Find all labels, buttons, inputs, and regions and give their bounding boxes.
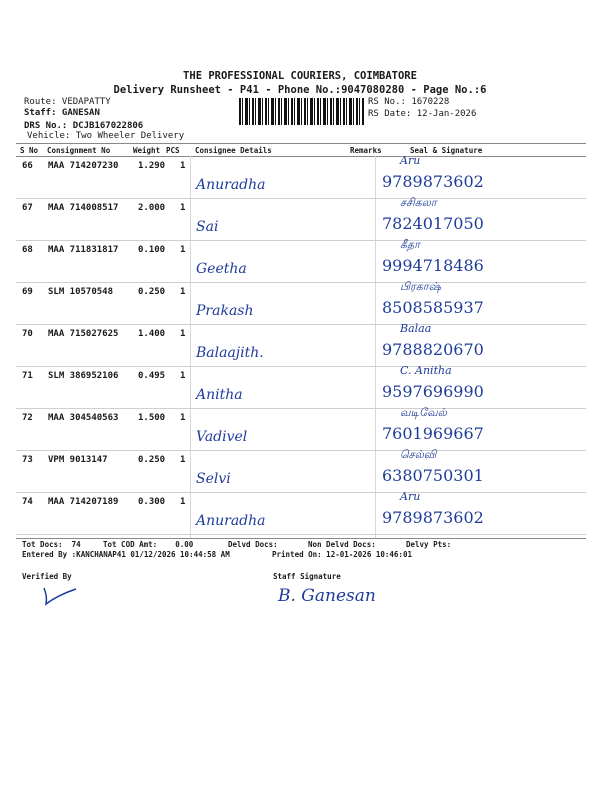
row-signature: C. Anitha xyxy=(400,364,452,377)
row-weight: 0.250 xyxy=(138,287,166,297)
table-top-border xyxy=(16,143,586,144)
row-divider xyxy=(16,534,586,535)
row-sno: 73 xyxy=(22,455,33,465)
row-signature: வடிவேல் xyxy=(400,406,447,419)
row-consignment-no: SLM 386952106 xyxy=(48,371,119,381)
verified-tick-mark xyxy=(40,585,80,607)
non-delvd-docs: Non Delvd Docs: xyxy=(308,540,376,549)
row-sno: 67 xyxy=(22,203,33,213)
row-phone: 9788820670 xyxy=(382,340,484,359)
row-consignee-name: Geetha xyxy=(196,261,247,277)
row-pcs: 1 xyxy=(180,497,186,507)
table-row xyxy=(0,408,600,450)
entered-by: Entered By :KANCHANAP41 01/12/2026 10:44:58 AM xyxy=(22,550,230,559)
row-consignment-no: SLM 10570548 xyxy=(48,287,114,297)
printed-on: Printed On: 12-01-2026 10:46:01 xyxy=(272,550,412,559)
col-weight: Weight xyxy=(133,146,161,155)
row-sno: 70 xyxy=(22,329,33,339)
row-consignee-name: Prakash xyxy=(196,303,254,319)
row-pcs: 1 xyxy=(180,413,186,423)
row-sno: 72 xyxy=(22,413,33,423)
row-consignee-name: Selvi xyxy=(196,471,231,487)
rs-date: RS Date: 12-Jan-2026 xyxy=(368,109,477,119)
row-consignment-no: MAA 304540563 xyxy=(48,413,119,423)
route-label: Route: VEDAPATTY xyxy=(24,97,111,107)
tot-docs: Tot Docs: 74 xyxy=(22,540,81,549)
row-signature: செல்வி xyxy=(400,448,437,461)
row-sno: 74 xyxy=(22,497,33,507)
row-phone: 9789873602 xyxy=(382,508,484,527)
row-weight: 0.250 xyxy=(138,455,166,465)
row-consignee-name: Balaajith. xyxy=(196,345,264,361)
drs-label: DRS No.: DCJB167022806 xyxy=(24,121,144,131)
row-phone: 9597696990 xyxy=(382,382,484,401)
row-signature: பிரகாஷ் xyxy=(400,280,441,293)
col-pcs: PCS xyxy=(166,146,180,155)
delvy-pts: Delvy Pts: xyxy=(406,540,452,549)
table-bottom-border xyxy=(16,538,586,539)
row-signature: Balaa xyxy=(400,322,432,335)
col-sno: S No xyxy=(20,146,39,155)
table-row xyxy=(0,492,600,534)
table-row xyxy=(0,324,600,366)
row-weight: 0.100 xyxy=(138,245,166,255)
row-consignee-name: Anuradha xyxy=(196,177,266,193)
row-signature: சசிகலா xyxy=(400,196,437,209)
delvd-docs: Delvd Docs: xyxy=(228,540,278,549)
row-pcs: 1 xyxy=(180,455,186,465)
col-consignment: Consignment No xyxy=(47,146,111,155)
row-sno: 71 xyxy=(22,371,33,381)
table-row xyxy=(0,282,600,324)
table-row xyxy=(0,240,600,282)
row-sno: 69 xyxy=(22,287,33,297)
verified-by-label: Verified By xyxy=(22,572,72,581)
table-row xyxy=(0,198,600,240)
row-weight: 1.500 xyxy=(138,413,166,423)
row-consignee-name: Sai xyxy=(196,219,219,235)
row-phone: 8508585937 xyxy=(382,298,484,317)
row-weight: 2.000 xyxy=(138,203,166,213)
row-consignment-no: VPM 9013147 xyxy=(48,455,108,465)
company-title: THE PROFESSIONAL COURIERS, COIMBATORE xyxy=(183,70,417,82)
row-pcs: 1 xyxy=(180,329,186,339)
staff-label: Staff: GANESAN xyxy=(24,108,100,118)
col-consignee: Consignee Details xyxy=(195,146,272,155)
table-row xyxy=(0,366,600,408)
barcode xyxy=(239,98,364,125)
row-consignment-no: MAA 714008517 xyxy=(48,203,119,213)
tot-cod: Tot COD Amt: 0.00 xyxy=(103,540,194,549)
row-pcs: 1 xyxy=(180,203,186,213)
row-signature: Aru xyxy=(400,154,421,167)
table-row xyxy=(0,450,600,492)
vehicle-label: Vehicle: Two Wheeler Delivery xyxy=(27,131,185,141)
row-weight: 0.300 xyxy=(138,497,166,507)
row-consignment-no: MAA 714207189 xyxy=(48,497,119,507)
row-pcs: 1 xyxy=(180,245,186,255)
staff-signature: B. Ganesan xyxy=(278,586,376,606)
row-sno: 68 xyxy=(22,245,33,255)
row-pcs: 1 xyxy=(180,287,186,297)
runsheet-subtitle: Delivery Runsheet - P41 - Phone No.:9047080280 - Page No.:6 xyxy=(113,84,487,96)
row-sno: 66 xyxy=(22,161,33,171)
col-remarks: Remarks xyxy=(350,146,382,155)
rs-number: RS No.: 1670228 xyxy=(368,97,450,107)
staff-signature-label: Staff Signature xyxy=(273,572,341,581)
row-phone: 7824017050 xyxy=(382,214,484,233)
row-pcs: 1 xyxy=(180,161,186,171)
row-phone: 9789873602 xyxy=(382,172,484,191)
col-seal: Seal & Signature xyxy=(410,146,483,155)
row-consignee-name: Vadivel xyxy=(196,429,248,445)
row-phone: 6380750301 xyxy=(382,466,484,485)
row-consignment-no: MAA 715027625 xyxy=(48,329,119,339)
row-pcs: 1 xyxy=(180,371,186,381)
row-weight: 1.290 xyxy=(138,161,166,171)
row-phone: 9994718486 xyxy=(382,256,484,275)
row-consignee-name: Anuradha xyxy=(196,513,266,529)
row-signature: கீதா xyxy=(400,238,420,251)
table-row xyxy=(0,156,600,198)
row-signature: Aru xyxy=(400,490,421,503)
row-consignment-no: MAA 714207230 xyxy=(48,161,119,171)
row-weight: 0.495 xyxy=(138,371,166,381)
row-consignee-name: Anitha xyxy=(196,387,243,403)
row-consignment-no: MAA 711831817 xyxy=(48,245,119,255)
row-phone: 7601969667 xyxy=(382,424,484,443)
row-weight: 1.400 xyxy=(138,329,166,339)
